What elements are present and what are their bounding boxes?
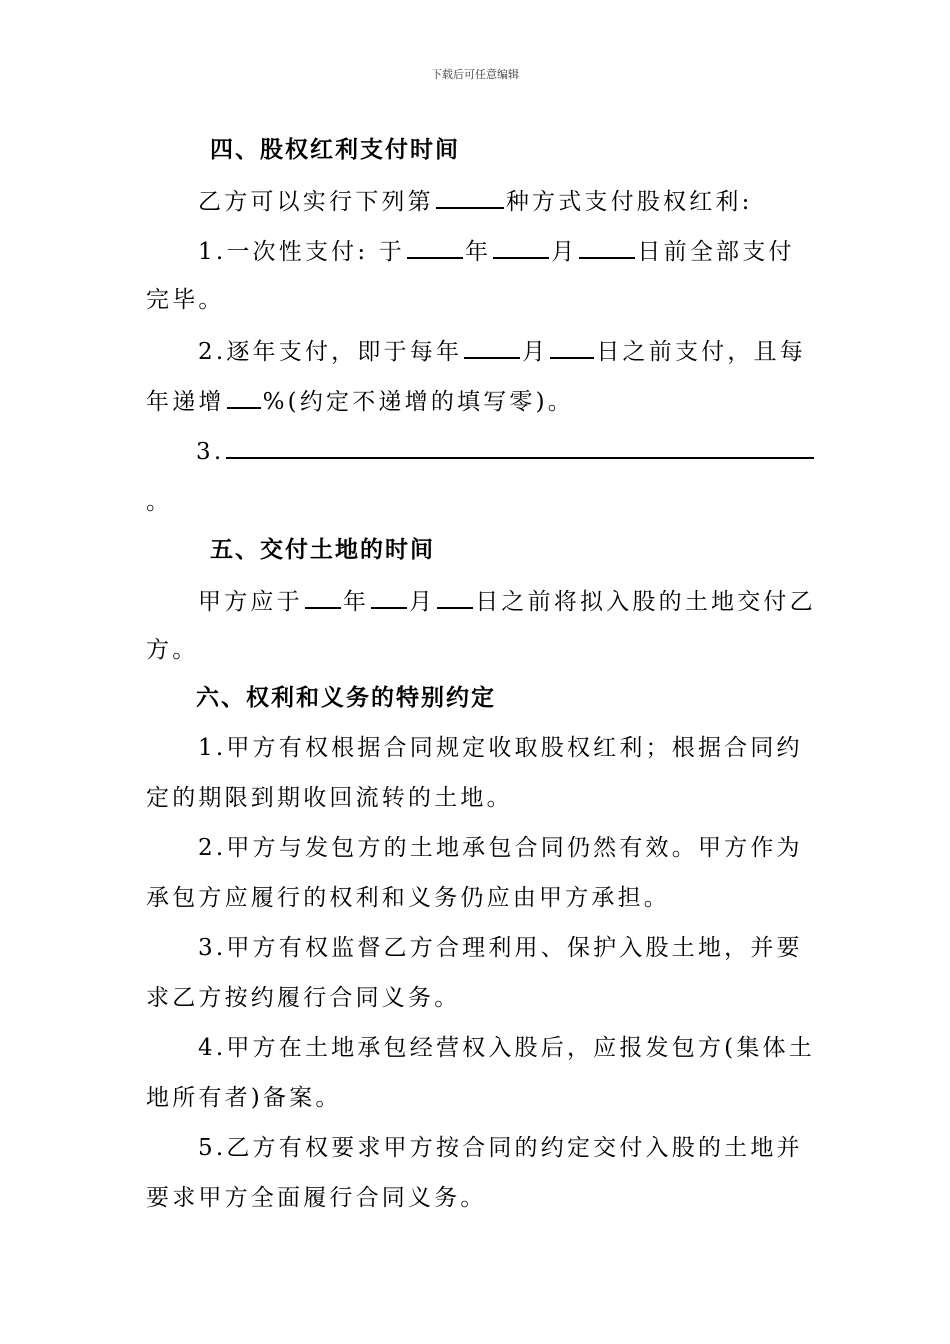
blank-field: [464, 335, 520, 359]
item1-month: 月: [551, 239, 578, 265]
section-4-heading: 四、股权红利支付时间: [210, 137, 460, 163]
blank-field: [579, 235, 635, 259]
blank-field: [371, 585, 407, 609]
sec4-intro-text-a: 乙方可以实行下列第: [198, 189, 434, 215]
sec4-item-2-cont: [146, 385, 806, 417]
sec6-p5-line-1: 5.乙方有权要求甲方按合同的约定交付入股的土地并: [198, 1135, 803, 1161]
sec6-p5-line-2: 要求甲方全面履行合同义务。: [146, 1185, 487, 1211]
sec5-month: 月: [409, 589, 436, 615]
sec6-p4-line-1: 4.甲方在土地承包经营权入股后，应报发包方(集体土: [198, 1035, 815, 1061]
sec6-p2-line-1: 2.甲方与发包方的土地承包合同仍然有效。甲方作为: [198, 835, 803, 861]
item2-text-a: 2.逐年支付，即于每年: [198, 339, 463, 365]
blank-field: [550, 335, 594, 359]
sec4-item-1: [198, 235, 858, 267]
sec4-intro: [198, 185, 858, 217]
item3-number: 3.: [196, 439, 225, 465]
sec6-p1-line-2: 定的期限到期收回流转的土地。: [146, 785, 513, 811]
item1-day: 日前全部支付: [637, 239, 795, 265]
sec6-p1-line-1: 1.甲方有权根据合同规定收取股权红利；根据合同约: [198, 735, 803, 761]
sec5-text-b: 日之前将拟入股的土地交付乙: [475, 589, 816, 615]
sec6-p2-line-2: 承包方应履行的权利和义务仍应由甲方承担。: [146, 885, 670, 911]
item2-text-b: 日之前支付，且每: [596, 339, 806, 365]
blank-field: [227, 385, 261, 409]
blank-field: [305, 585, 341, 609]
blank-field: [493, 235, 549, 259]
sec4-item-1-cont: 完毕。: [146, 287, 225, 313]
sec4-intro-text-b: 种方式支付股权红利:: [505, 189, 753, 215]
blank-line: [226, 435, 814, 459]
item1-year: 年: [465, 239, 492, 265]
sec4-item-3: [196, 435, 856, 467]
sec6-p3-line-1: 3.甲方有权监督乙方合理利用、保护入股土地，并要: [198, 935, 803, 961]
page-header: 下载后可任意编辑: [431, 68, 519, 81]
item1-text-a: 1.一次性支付: 于: [198, 239, 406, 265]
section-5-heading: 五、交付土地的时间: [210, 537, 435, 563]
sec5-year: 年: [342, 589, 370, 615]
sec5-line-2: 方。: [146, 637, 199, 663]
section-6-heading: 六、权利和义务的特别约定: [196, 685, 496, 711]
item2-month: 月: [522, 339, 549, 365]
blank-field: [436, 185, 504, 209]
blank-field: [407, 235, 463, 259]
sec4-item-2: [198, 335, 858, 367]
sec4-item-3-end: 。: [146, 489, 173, 515]
sec6-p4-line-2: 地所有者)备案。: [146, 1085, 342, 1111]
sec5-text-a: 甲方应于: [198, 589, 303, 615]
item2-text-d: %(约定不递增的填写零)。: [262, 389, 575, 415]
blank-field: [437, 585, 473, 609]
sec6-p3-line-2: 求乙方按约履行合同义务。: [146, 985, 461, 1011]
item2-text-c: 年递增: [146, 389, 225, 415]
sec5-line-1: [198, 585, 858, 617]
